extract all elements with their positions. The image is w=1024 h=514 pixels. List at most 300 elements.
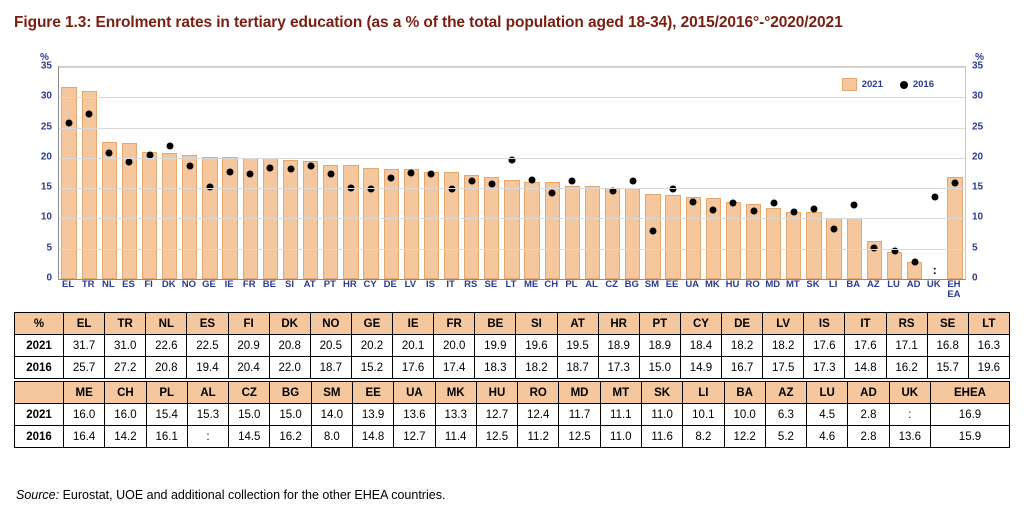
dot-2016 <box>428 171 435 178</box>
bar-2021 <box>102 142 117 279</box>
y-tick-label: 25 <box>40 121 52 133</box>
table-cell: 15.2 <box>351 357 392 379</box>
table-column-header: RO <box>518 382 559 404</box>
table-column-header: BG <box>270 382 311 404</box>
x-tick-label: HR <box>343 279 357 290</box>
table-column-header: AZ <box>765 382 806 404</box>
table-cell: 17.3 <box>598 357 639 379</box>
table-cell: 19.9 <box>475 335 516 357</box>
table-cell: 20.9 <box>228 335 269 357</box>
table-cell: 20.8 <box>269 335 310 357</box>
plot-canvas <box>58 66 966 280</box>
bar-column <box>945 67 965 279</box>
table-cell: 11.4 <box>435 426 476 448</box>
y-tick-label: 25 <box>972 121 984 133</box>
table-cell: 15.0 <box>639 357 680 379</box>
table-column-header: ME <box>64 382 105 404</box>
x-tick-label: PT <box>323 279 336 290</box>
dot-2016 <box>549 190 556 197</box>
dot-2016 <box>670 186 677 193</box>
bar-2021 <box>645 194 660 279</box>
table-cell: 16.2 <box>886 357 927 379</box>
x-tick-label: EE <box>665 279 679 290</box>
table-column-header: EL <box>64 313 105 335</box>
table-column-header: PT <box>639 313 680 335</box>
x-tick-label: SI <box>285 279 295 290</box>
table-cell: 11.0 <box>600 426 641 448</box>
table-column-header: IS <box>804 313 845 335</box>
table-row-header: 2021 <box>15 335 64 357</box>
table-column-header: IE <box>393 313 434 335</box>
bar-column <box>744 67 764 279</box>
table-column-header: BA <box>724 382 765 404</box>
x-tick-label: DK <box>161 279 176 290</box>
bar-2021 <box>464 175 479 279</box>
table-cell: 14.5 <box>229 426 270 448</box>
bar-column <box>603 67 623 279</box>
dot-2016 <box>206 183 213 190</box>
dot-2016 <box>730 200 737 207</box>
table-header-row <box>15 382 1010 404</box>
table-row <box>15 426 1010 448</box>
bar-column <box>59 67 79 279</box>
x-tick-label: DE <box>383 279 397 290</box>
dot-2016 <box>569 178 576 185</box>
x-tick-label: IE <box>224 279 234 290</box>
bar-column <box>784 67 804 279</box>
table-cell: 15.0 <box>229 404 270 426</box>
table-cell: 14.9 <box>680 357 721 379</box>
dot-2016 <box>247 170 254 177</box>
dot-2016 <box>750 208 757 215</box>
bar-2021 <box>665 195 680 279</box>
table-cell: 5.2 <box>765 426 806 448</box>
table-cell: 25.7 <box>64 357 105 379</box>
bar-2021 <box>524 182 539 279</box>
y-tick-label: 15 <box>972 181 984 193</box>
table-column-header: DE <box>722 313 763 335</box>
gridline <box>59 67 965 68</box>
bar-column <box>200 67 220 279</box>
table-cell: 27.2 <box>105 357 146 379</box>
bar-column <box>160 67 180 279</box>
dot-2016 <box>851 202 858 209</box>
table-cell: 11.1 <box>600 404 641 426</box>
table-cell: 31.0 <box>105 335 146 357</box>
table-cell: 20.0 <box>434 335 475 357</box>
bar-2021 <box>142 152 157 279</box>
table-cell: 22.5 <box>187 335 228 357</box>
source-note <box>16 488 445 502</box>
bar-2021 <box>585 186 600 279</box>
table-cell: 10.1 <box>683 404 724 426</box>
x-tick-label: BE <box>262 279 276 290</box>
dot-2016 <box>790 209 797 216</box>
bar-column <box>623 67 643 279</box>
x-tick-label: MT <box>786 279 800 290</box>
bar-2021 <box>786 212 801 279</box>
table-cell: 14.8 <box>845 357 886 379</box>
table-column-header: AL <box>187 382 228 404</box>
table-column-header: BE <box>475 313 516 335</box>
chart-area <box>14 48 1010 306</box>
bar-2021 <box>343 165 358 279</box>
dot-2016 <box>770 200 777 207</box>
x-tick-label: BA <box>846 279 861 290</box>
table-cell: 16.4 <box>64 426 105 448</box>
x-tick-label: LU <box>887 279 900 290</box>
y-tick-label: 15 <box>40 181 52 193</box>
table-row <box>15 335 1010 357</box>
bar-column <box>79 67 99 279</box>
x-tick-label: UK <box>926 279 941 290</box>
legend-item-2021 <box>842 78 883 91</box>
table-column-header: MT <box>600 382 641 404</box>
x-tick-label: AL <box>585 279 598 290</box>
bar-column <box>99 67 119 279</box>
bar-2021 <box>162 153 177 279</box>
table-cell: 22.0 <box>269 357 310 379</box>
legend-label-2021: 2021 <box>861 79 883 90</box>
bar-2021 <box>686 197 701 279</box>
table-cell: 16.0 <box>105 404 146 426</box>
bar-column <box>321 67 341 279</box>
dot-2016 <box>126 158 133 165</box>
x-tick-label: EL <box>61 279 75 290</box>
table-cell: 14.0 <box>311 404 352 426</box>
table-cell: 15.3 <box>187 404 228 426</box>
table-block-1 <box>14 312 1010 379</box>
x-tick-label: TR <box>81 279 95 290</box>
table-cell: 11.0 <box>641 404 682 426</box>
bar-column <box>562 67 582 279</box>
x-tick-label: NL <box>101 279 115 290</box>
bar-column <box>442 67 462 279</box>
table-cell: 15.4 <box>146 404 187 426</box>
table-cell: 20.1 <box>393 335 434 357</box>
table-cell: 17.4 <box>434 357 475 379</box>
table-cell: 20.4 <box>228 357 269 379</box>
chart-legend <box>836 76 950 93</box>
table-cell: 17.1 <box>886 335 927 357</box>
table-cell: 11.2 <box>518 426 559 448</box>
table-column-header: AD <box>848 382 889 404</box>
legend-item-2016 <box>900 79 934 90</box>
table-column-header: UK <box>889 382 930 404</box>
table-column-header: MD <box>559 382 600 404</box>
dot-2016 <box>911 259 918 266</box>
table-cell: 18.2 <box>722 335 763 357</box>
bar-2021 <box>61 87 76 279</box>
table-column-header: ES <box>187 313 228 335</box>
dot-2016 <box>951 179 958 186</box>
table-cell: 19.6 <box>968 357 1009 379</box>
x-tick-label: IS <box>425 279 435 290</box>
x-tick-label: IT <box>446 279 455 290</box>
dot-2016 <box>931 193 938 200</box>
dot-2016 <box>529 176 536 183</box>
bar-2021 <box>323 165 338 279</box>
table-column-header: CZ <box>229 382 270 404</box>
x-tick-label: CH <box>544 279 559 290</box>
table-row <box>15 404 1010 426</box>
dot-2016 <box>871 244 878 251</box>
bar-column <box>301 67 321 279</box>
bar-column <box>824 67 844 279</box>
table-column-header: DK <box>269 313 310 335</box>
table-cell: 20.8 <box>146 357 187 379</box>
table-column-header: LI <box>683 382 724 404</box>
x-tick-label: PL <box>565 279 578 290</box>
table-cell: 12.5 <box>559 426 600 448</box>
bar-2021 <box>182 155 197 279</box>
table-corner-cell <box>15 382 64 404</box>
bar-column <box>723 67 743 279</box>
table-column-header: MK <box>435 382 476 404</box>
bar-column <box>381 67 401 279</box>
table-cell: 2.8 <box>848 426 889 448</box>
dot-2016 <box>267 165 274 172</box>
dot-2016 <box>66 120 73 127</box>
x-tick-label: ME <box>524 279 539 290</box>
x-tick-label: SE <box>484 279 498 290</box>
table-body <box>15 335 1010 379</box>
legend-dot-icon <box>900 81 908 89</box>
source-text: Eurostat, UOE and additional collection for the other EHEA countries. <box>59 488 446 502</box>
x-tick-label: AZ <box>867 279 880 290</box>
x-tick-label: SK <box>806 279 820 290</box>
table-cell: 14.8 <box>352 426 393 448</box>
table-cell: 20.5 <box>310 335 351 357</box>
bar-2021 <box>384 169 399 279</box>
bar-column <box>703 67 723 279</box>
table-column-header: UA <box>394 382 435 404</box>
table-cell: 4.5 <box>807 404 848 426</box>
bar-2021 <box>605 188 620 279</box>
y-tick-label: 20 <box>40 151 52 163</box>
dot-2016 <box>710 206 717 213</box>
table-cell: 12.7 <box>476 404 517 426</box>
table-cell: 13.3 <box>435 404 476 426</box>
bar-2021 <box>504 180 519 279</box>
gridline <box>59 97 965 98</box>
dot-2016 <box>307 162 314 169</box>
bar-column <box>925 67 945 279</box>
table-column-header: EE <box>352 382 393 404</box>
table-corner-cell: % <box>15 313 64 335</box>
bar-series-container <box>59 67 965 279</box>
x-tick-label: BG <box>624 279 639 290</box>
table-cell: 12.7 <box>394 426 435 448</box>
table-column-header: SK <box>641 382 682 404</box>
bar-column <box>401 67 421 279</box>
dot-2016 <box>649 227 656 234</box>
table-cell: 18.3 <box>475 357 516 379</box>
gridline <box>59 158 965 159</box>
table-cell: 12.4 <box>518 404 559 426</box>
dot-2016 <box>388 174 395 181</box>
gridline <box>59 188 965 189</box>
table-body <box>15 404 1010 448</box>
bar-column <box>361 67 381 279</box>
x-tick-label: HU <box>725 279 740 290</box>
y-tick-label: 35 <box>972 60 984 72</box>
table-cell: 17.6 <box>845 335 886 357</box>
bar-2021 <box>887 252 902 279</box>
bar-column <box>582 67 602 279</box>
table-cell: 6.3 <box>765 404 806 426</box>
bar-column <box>482 67 502 279</box>
dot-2016 <box>106 150 113 157</box>
table-column-header: NO <box>310 313 351 335</box>
table-column-header: FI <box>228 313 269 335</box>
dot-2016 <box>810 205 817 212</box>
bar-2021 <box>404 169 419 279</box>
table-cell: 16.8 <box>927 335 968 357</box>
bar-2021 <box>806 212 821 279</box>
table-column-header: LV <box>763 313 804 335</box>
gridline <box>59 128 965 129</box>
table-column-header: CY <box>680 313 721 335</box>
table-cell: 17.5 <box>763 357 804 379</box>
bar-2021 <box>625 188 640 279</box>
bar-column <box>140 67 160 279</box>
table-column-header: LT <box>968 313 1009 335</box>
bar-2021 <box>303 161 318 279</box>
gridline <box>59 218 965 219</box>
page-title: Figure 1.3: Enrolment rates in tertiary education (as a % of the total population aged 18-34), 2015/2016°-°2020/2021 <box>14 14 843 31</box>
x-tick-label: LT <box>505 279 517 290</box>
table-column-header: SE <box>927 313 968 335</box>
y-tick-label: 5 <box>46 242 52 254</box>
y-tick-label: 0 <box>972 272 978 284</box>
y-axis-unit-right: % <box>975 52 984 63</box>
table-column-header: IT <box>845 313 886 335</box>
table-cell: 20.2 <box>351 335 392 357</box>
table-cell: 2.8 <box>848 404 889 426</box>
legend-swatch-bar-icon <box>842 78 857 91</box>
bar-2021 <box>484 177 499 279</box>
table-cell: 19.6 <box>516 335 557 357</box>
table-cell: 19.5 <box>557 335 598 357</box>
bar-column <box>280 67 300 279</box>
bar-2021 <box>947 177 962 279</box>
table-cell: 11.6 <box>641 426 682 448</box>
y-tick-label: 10 <box>40 211 52 223</box>
table-row-header: 2016 <box>15 357 64 379</box>
x-tick-label: EH EA <box>947 279 961 300</box>
table-column-header: SM <box>311 382 352 404</box>
bar-column <box>421 67 441 279</box>
table-cell: 18.9 <box>598 335 639 357</box>
table-cell: 16.0 <box>64 404 105 426</box>
table-column-header: SI <box>516 313 557 335</box>
dot-2016 <box>227 169 234 176</box>
x-tick-label: CZ <box>605 279 618 290</box>
table-column-header: GE <box>351 313 392 335</box>
table-cell: 15.7 <box>927 357 968 379</box>
legend-label-2016: 2016 <box>912 79 934 90</box>
y-axis-unit-left: % <box>40 52 49 63</box>
x-tick-label: SM <box>644 279 660 290</box>
table-cell: 16.1 <box>146 426 187 448</box>
x-tick-label: FI <box>144 279 153 290</box>
table-cell: 11.7 <box>559 404 600 426</box>
gridline <box>59 249 965 250</box>
table-block-2 <box>14 381 1010 448</box>
table-row-header: 2021 <box>15 404 64 426</box>
table-column-header: LU <box>807 382 848 404</box>
table-cell: 22.6 <box>146 335 187 357</box>
y-tick-label: 35 <box>40 60 52 72</box>
dot-2016 <box>448 186 455 193</box>
bar-column <box>462 67 482 279</box>
bar-column <box>844 67 864 279</box>
table-column-header: FR <box>434 313 475 335</box>
table-cell: 13.9 <box>352 404 393 426</box>
y-tick-label: 20 <box>972 151 984 163</box>
y-tick-label: 0 <box>46 272 52 284</box>
table-column-header: RS <box>886 313 927 335</box>
y-tick-label: 10 <box>972 211 984 223</box>
table-cell: 18.9 <box>639 335 680 357</box>
x-tick-label: NO <box>181 279 196 290</box>
x-tick-label: RO <box>745 279 760 290</box>
bar-2021 <box>283 160 298 279</box>
table-header-row <box>15 313 1010 335</box>
x-tick-label: RS <box>464 279 478 290</box>
table-cell: 10.0 <box>724 404 765 426</box>
y-tick-label: 5 <box>972 242 978 254</box>
table-cell: 16.2 <box>270 426 311 448</box>
bar-column <box>663 67 683 279</box>
y-tick-label: 30 <box>972 90 984 102</box>
bar-column <box>643 67 663 279</box>
table-cell: 17.3 <box>804 357 845 379</box>
bar-column <box>764 67 784 279</box>
table-cell: 4.6 <box>807 426 848 448</box>
missing-value-marker: : <box>932 263 937 277</box>
table-cell: 18.2 <box>763 335 804 357</box>
dot-2016 <box>468 177 475 184</box>
table-cell: 19.4 <box>187 357 228 379</box>
x-tick-label: MK <box>704 279 720 290</box>
table-column-header: CH <box>105 382 146 404</box>
table-column-header: AT <box>557 313 598 335</box>
bar-2021 <box>82 91 97 279</box>
bar-column <box>542 67 562 279</box>
x-tick-label: LI <box>828 279 838 290</box>
x-tick-label: FR <box>242 279 256 290</box>
y-tick-label: 30 <box>40 90 52 102</box>
dot-2016 <box>408 170 415 177</box>
table-cell: 13.6 <box>394 404 435 426</box>
bar-2021 <box>726 202 741 279</box>
x-tick-label: LV <box>404 279 417 290</box>
table-cell: 15.0 <box>270 404 311 426</box>
bar-column <box>804 67 824 279</box>
dot-2016 <box>287 165 294 172</box>
table-row-header: 2016 <box>15 426 64 448</box>
table-cell: 16.7 <box>722 357 763 379</box>
bar-column <box>683 67 703 279</box>
bar-column <box>220 67 240 279</box>
table-column-header: PL <box>146 382 187 404</box>
table-cell: 17.6 <box>393 357 434 379</box>
dot-2016 <box>629 177 636 184</box>
table-column-header: HU <box>476 382 517 404</box>
x-tick-label: UA <box>685 279 700 290</box>
